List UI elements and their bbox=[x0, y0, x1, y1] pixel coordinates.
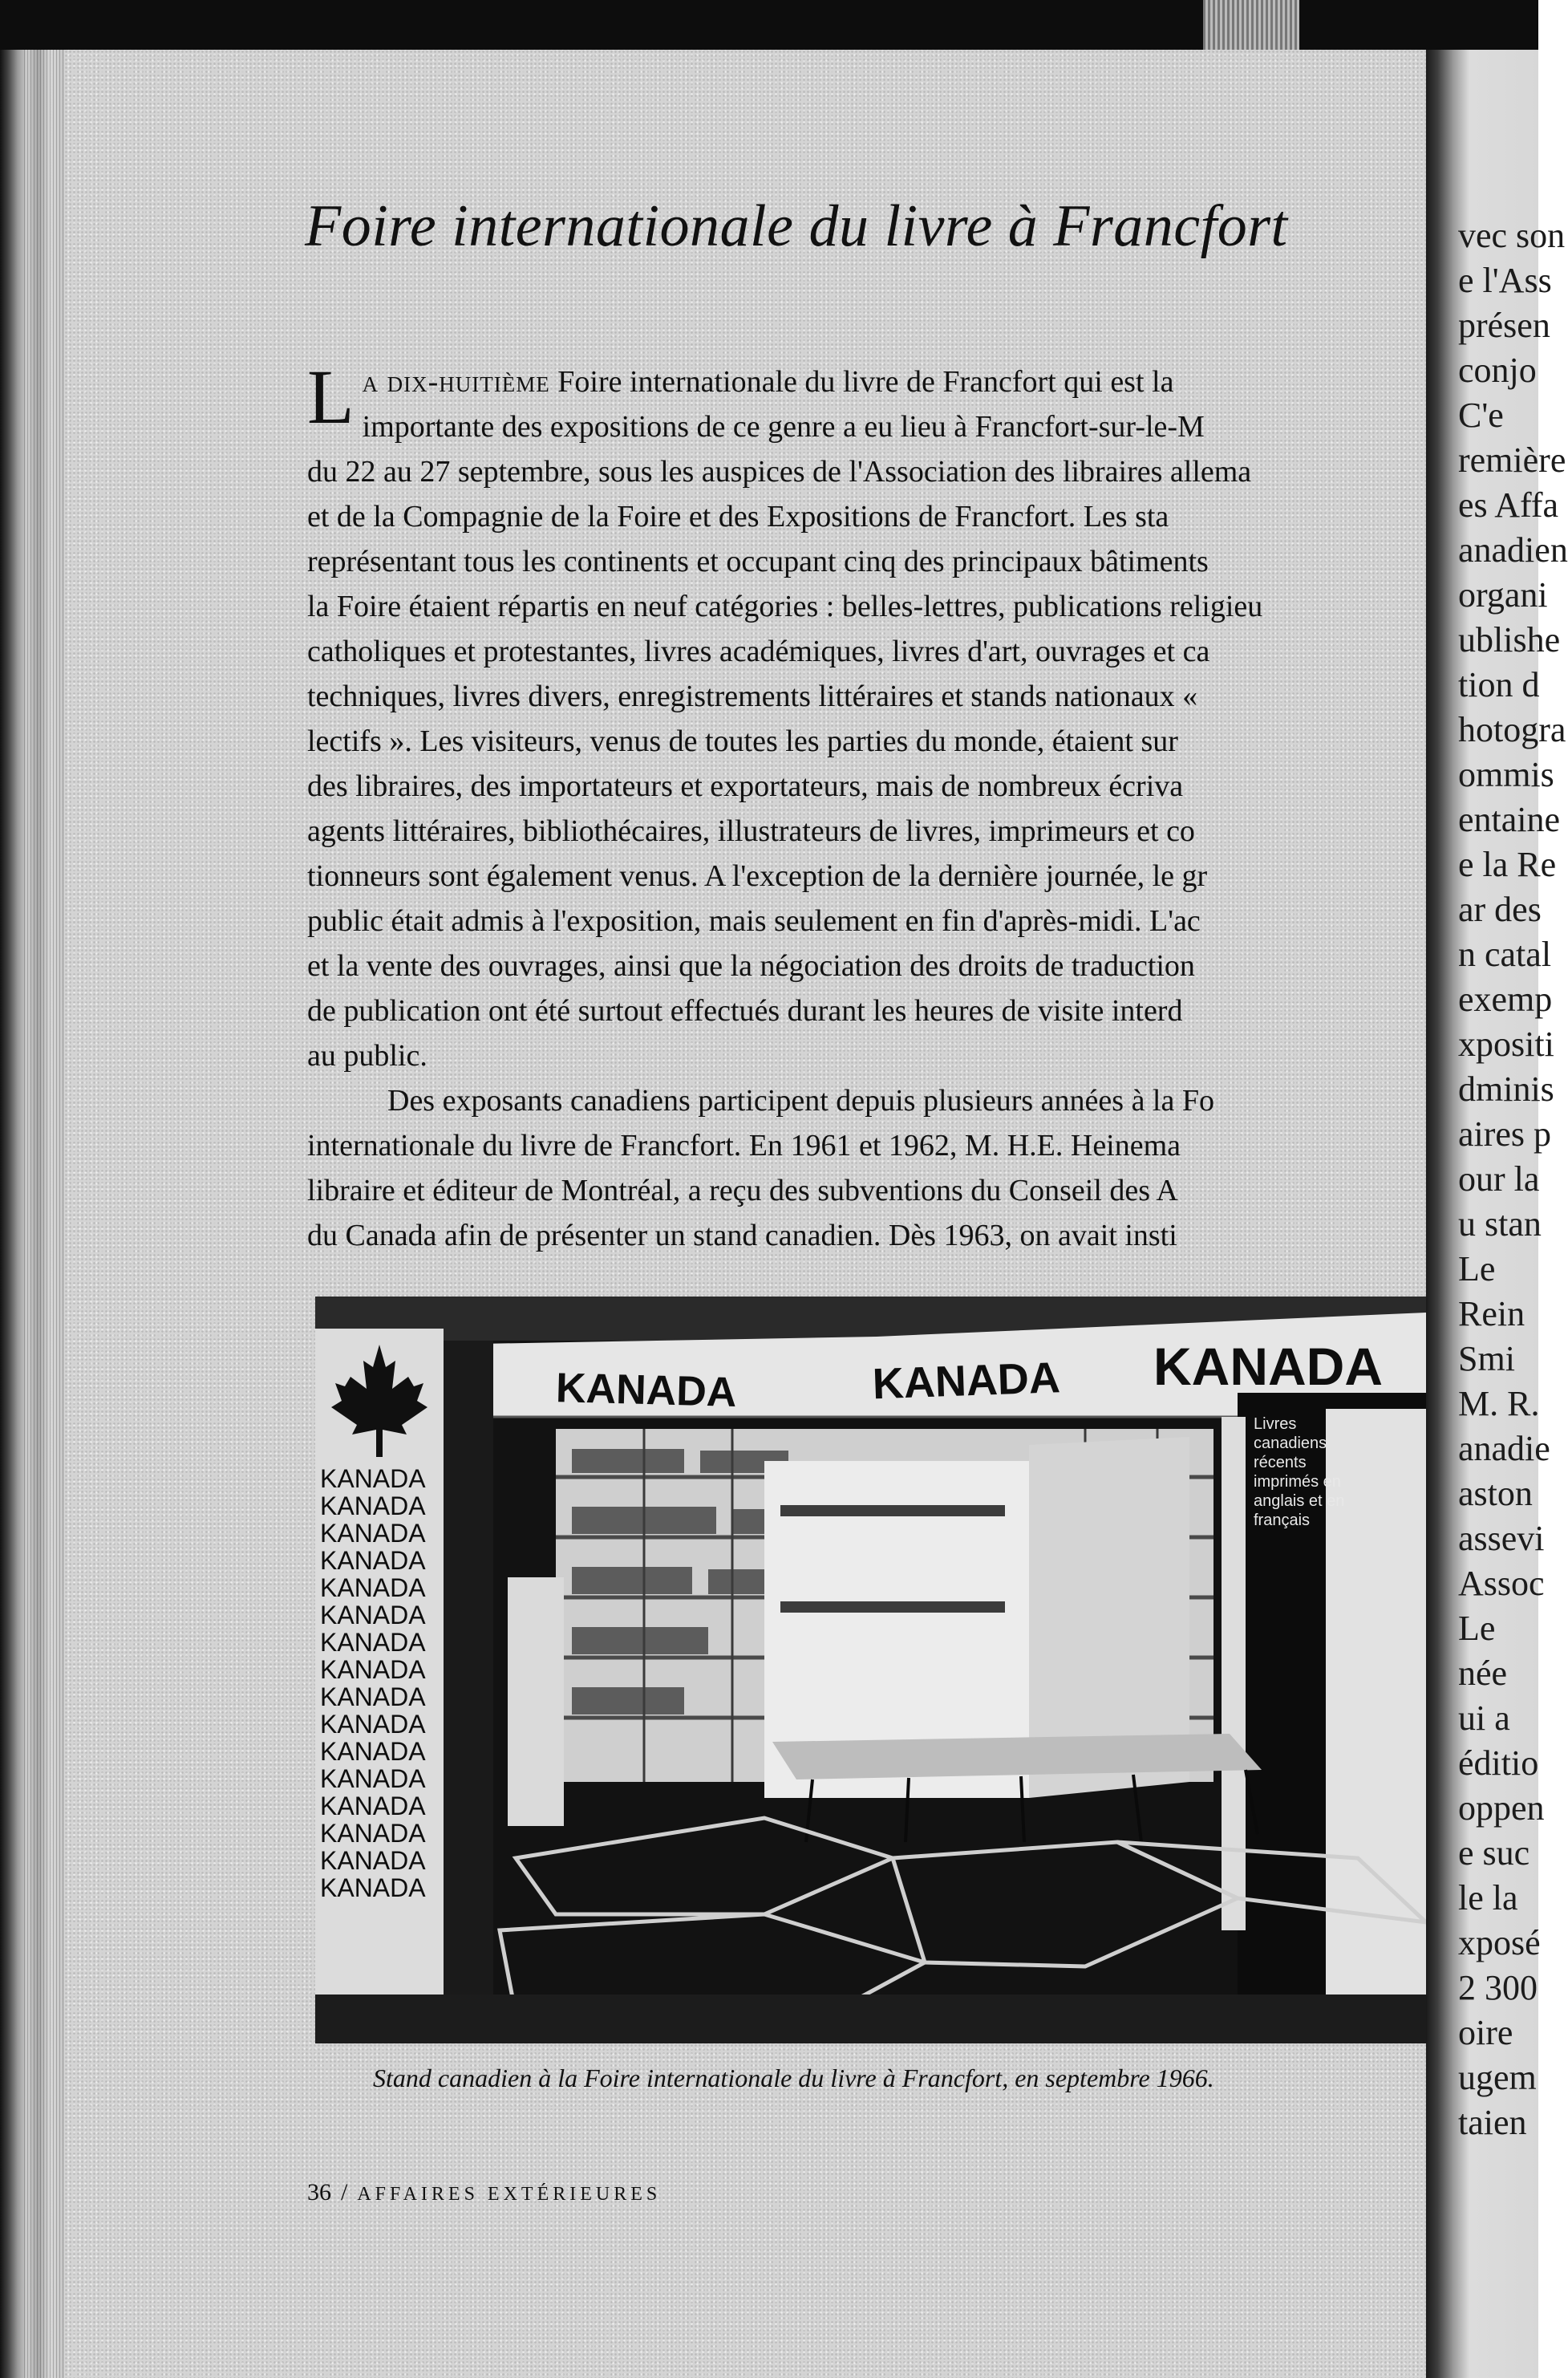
text-line: de publication ont été surtout effectués durant les heures de visite interd bbox=[307, 994, 1183, 1028]
facing-page-fragment: taien bbox=[1458, 2103, 1527, 2142]
facing-page-fragment: Le bbox=[1458, 1249, 1496, 1288]
article-title: Foire internationale du livre à Francfort bbox=[305, 193, 1288, 259]
facing-page-fragment: u stan bbox=[1458, 1204, 1542, 1244]
side-word: KANADA bbox=[320, 1491, 426, 1520]
facing-page-fragment: Smi bbox=[1458, 1339, 1515, 1378]
facing-page-fragment: ui a bbox=[1458, 1698, 1510, 1738]
facing-page-fragment: née bbox=[1458, 1654, 1508, 1693]
sign-line: Livres bbox=[1254, 1415, 1297, 1433]
side-word: KANADA bbox=[320, 1710, 426, 1739]
facing-page-fragment: ugem bbox=[1458, 2058, 1537, 2097]
text-line: catholiques et protestantes, livres académiques, livres d'art, ouvrages et ca bbox=[307, 635, 1210, 668]
facing-page-fragment: M. R. bbox=[1458, 1384, 1540, 1423]
facing-page-fragment: organi bbox=[1458, 575, 1548, 615]
text-line: la Foire étaient répartis en neuf catégories : belles-lettres, publications religieu bbox=[307, 590, 1263, 623]
side-word: KANADA bbox=[320, 1573, 426, 1602]
scan-top-border bbox=[0, 0, 1538, 50]
facing-page-fragment: vec son bbox=[1458, 216, 1566, 255]
facing-page-fragment: xpositi bbox=[1458, 1025, 1554, 1064]
text-line: agents littéraires, bibliothécaires, illustrateurs de livres, imprimeurs et co bbox=[307, 814, 1195, 848]
page-number: 36 bbox=[307, 2179, 331, 2206]
drop-cap: L bbox=[307, 354, 355, 440]
facing-page-fragment: tion d bbox=[1458, 665, 1540, 704]
side-word: KANADA bbox=[320, 1792, 426, 1820]
photo-caption: Stand canadien à la Foire internationale du livre à Francfort, en septembre 1966. bbox=[373, 2064, 1214, 2092]
facing-page-fragment: ommis bbox=[1458, 755, 1554, 794]
facing-page-fragment: présen bbox=[1458, 306, 1550, 345]
side-word: KANADA bbox=[320, 1519, 426, 1548]
footer-separator: / bbox=[341, 2179, 348, 2206]
text-line: lectifs ». Les visiteurs, venus de toutes les parties du monde, étaient sur bbox=[307, 724, 1178, 758]
stand-photo-illustration bbox=[315, 1297, 1426, 2043]
text-line: du 22 au 27 septembre, sous les auspices de l'Association des libraires allema bbox=[307, 455, 1252, 489]
facing-page-fragment: aires p bbox=[1458, 1114, 1552, 1154]
sign-line: français bbox=[1254, 1512, 1311, 1529]
facing-page-fragment: Rein bbox=[1458, 1294, 1525, 1333]
side-word: KANADA bbox=[320, 1464, 426, 1493]
facing-page-fragment: e l'Ass bbox=[1458, 261, 1552, 300]
facing-page-fragment: exemp bbox=[1458, 980, 1553, 1019]
text-line: internationale du livre de Francfort. En 1961 et 1962, M. H.E. Heinema bbox=[307, 1129, 1181, 1163]
side-word: KANADA bbox=[320, 1682, 426, 1711]
sign-line: anglais et en bbox=[1254, 1492, 1345, 1510]
page-footer bbox=[307, 2179, 661, 2206]
sign-line: canadiens bbox=[1254, 1435, 1327, 1452]
text-line: libraire et éditeur de Montréal, a reçu des subventions du Conseil des A bbox=[307, 1174, 1178, 1207]
text-line: du Canada afin de présenter un stand canadien. Dès 1963, on avait insti bbox=[307, 1219, 1177, 1252]
side-word: KANADA bbox=[320, 1737, 426, 1766]
text-line: et la vente des ouvrages, ainsi que la négociation des droits de traduction bbox=[307, 949, 1195, 983]
banner-word: KANADA bbox=[871, 1353, 1061, 1409]
facing-page-fragment: our la bbox=[1458, 1159, 1540, 1199]
text-line: public était admis à l'exposition, mais seulement en fin d'après-midi. L'ac bbox=[307, 904, 1201, 938]
side-word: KANADA bbox=[320, 1819, 426, 1848]
text-line: techniques, livres divers, enregistrements littéraires et stands nationaux « bbox=[307, 680, 1198, 713]
facing-page-fragment: n catal bbox=[1458, 935, 1552, 974]
facing-page-fragment: es Affa bbox=[1458, 485, 1559, 525]
opening-small-caps: a dix-huitième bbox=[362, 365, 550, 399]
facing-page-fragment: e la Re bbox=[1458, 845, 1557, 884]
stand-photograph bbox=[315, 1297, 1426, 2043]
text-line: des libraires, des importateurs et exportateurs, mais de nombreux écriva bbox=[307, 769, 1184, 803]
text-line-content: Foire internationale du livre de Francfort qui est la bbox=[557, 365, 1174, 399]
scan-top-border-notch bbox=[1203, 0, 1299, 50]
facing-page-fragment: anadie bbox=[1458, 1429, 1550, 1468]
facing-page-fragment: entaine bbox=[1458, 800, 1561, 839]
facing-page-fragment: e suc bbox=[1458, 1833, 1530, 1873]
text-line bbox=[307, 359, 1426, 404]
sign-line: imprimés en bbox=[1254, 1473, 1341, 1491]
facing-page-fragment: xposé bbox=[1458, 1923, 1541, 1962]
text-line: représentant tous les continents et occupant cinq des principaux bâtiments bbox=[307, 545, 1209, 578]
publication-name: AFFAIRES EXTÉRIEURES bbox=[357, 2184, 662, 2205]
facing-page-fragment: oire bbox=[1458, 2013, 1513, 2052]
side-word: KANADA bbox=[320, 1546, 426, 1575]
text-line: tionneurs sont également venus. A l'exception de la dernière journée, le gr bbox=[307, 859, 1208, 893]
text-line: importante des expositions de ce genre a eu lieu à Francfort-sur-le-M bbox=[362, 410, 1205, 444]
sign-line: récents bbox=[1254, 1454, 1307, 1471]
facing-page-fragment: le la bbox=[1458, 1878, 1518, 1917]
article-body bbox=[307, 354, 1426, 1258]
facing-page-fragment: Assoc bbox=[1458, 1564, 1545, 1603]
facing-page-fragment: conjo bbox=[1458, 351, 1537, 390]
side-word: KANADA bbox=[320, 1846, 426, 1875]
facing-page-fragment: aston bbox=[1458, 1474, 1533, 1513]
facing-page-fragment: oppen bbox=[1458, 1788, 1545, 1828]
side-word-stack bbox=[320, 1464, 426, 1902]
side-word: KANADA bbox=[320, 1628, 426, 1657]
facing-page-fragment: ublishe bbox=[1458, 620, 1561, 659]
facing-page-fragment: remière bbox=[1458, 440, 1566, 480]
text-line: et de la Compagnie de la Foire et des Expositions de Francfort. Les sta bbox=[307, 500, 1169, 534]
facing-page-fragment: anadien bbox=[1458, 530, 1568, 570]
banner-word: KANADA bbox=[1153, 1337, 1383, 1396]
facing-page-fragment: hotogra bbox=[1458, 710, 1566, 749]
facing-page-fragment: assevi bbox=[1458, 1519, 1545, 1558]
facing-page-fragment: éditio bbox=[1458, 1743, 1539, 1783]
banner-word: KANADA bbox=[555, 1365, 738, 1416]
side-word: KANADA bbox=[320, 1655, 426, 1684]
text-line: au public. bbox=[307, 1039, 427, 1073]
book-binding-page-edges bbox=[24, 50, 64, 2378]
facing-page-fragment: Le bbox=[1458, 1609, 1496, 1648]
facing-page-text-fragments bbox=[1458, 50, 1568, 2378]
side-word: KANADA bbox=[320, 1764, 426, 1793]
facing-page-fragment: ar des bbox=[1458, 890, 1542, 929]
text-line: Des exposants canadiens participent depuis plusieurs années à la Fo bbox=[387, 1084, 1214, 1118]
facing-page-fragment: 2 300 bbox=[1458, 1968, 1538, 2007]
side-word: KANADA bbox=[320, 1873, 426, 1902]
side-word: KANADA bbox=[320, 1601, 426, 1629]
facing-page-fragment: dminis bbox=[1458, 1069, 1554, 1109]
facing-page-edge bbox=[1426, 50, 1568, 2378]
facing-page-fragment: C'e bbox=[1458, 396, 1504, 435]
